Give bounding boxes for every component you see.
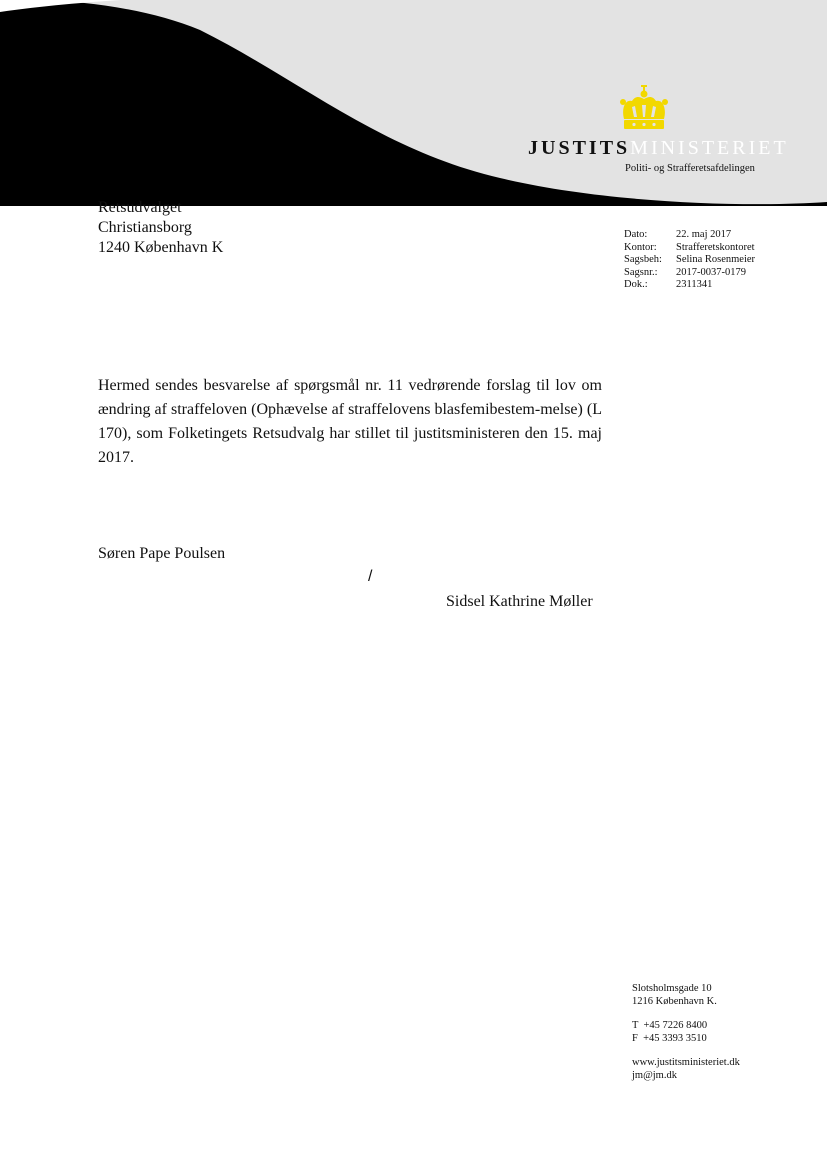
meta-label: Sagsbeh: [624, 254, 662, 265]
official-signature: Sidsel Kathrine Møller [446, 593, 593, 610]
signature-separator: / [368, 568, 373, 585]
recipient-line-2: Christiansborg [98, 219, 192, 236]
contact-footer [632, 983, 740, 1082]
minister-signature: Søren Pape Poulsen [98, 545, 226, 562]
meta-row [624, 279, 755, 292]
logo-wordmark-secondary: MINISTERIET [630, 137, 789, 159]
crown-icon [618, 85, 670, 131]
footer-website-link[interactable]: www.justitsministeriet.dk [632, 1057, 740, 1068]
meta-value: Selina Rosenmeier [676, 254, 756, 265]
meta-value: 2017-0037-0179 [676, 266, 746, 278]
meta-label: Dato: [624, 229, 648, 240]
logo-wordmark [528, 137, 789, 160]
meta-label: Sagsnr.: [624, 266, 658, 278]
meta-value: 2311341 [676, 279, 713, 290]
meta-value: 22. maj 2017 [676, 229, 732, 240]
logo-wordmark-primary: JUSTITS [528, 137, 631, 159]
ministry-logo [528, 85, 789, 185]
document-meta [624, 229, 755, 292]
meta-label: Dok.: [624, 279, 648, 290]
meta-row [624, 254, 755, 267]
meta-value: Strafferetskontoret [676, 241, 755, 253]
footer-address-street: Slotsholmsgade 10 [632, 983, 712, 994]
letter-body: Hermed sendes besvarelse af spørgsmål nr. 11 vedrørende forslag til lov om ændring af straffeloven (Ophævelse af straffelovens blasfemibestem-melse) (L 170), som Folketingets Retsudvalg har stillet til justitsministeren den 15. maj 2017. [98, 377, 602, 466]
recipient-line-1: Retsudvalget [98, 199, 182, 216]
meta-label: Kontor: [624, 241, 657, 253]
footer-fax: F +45 3393 3510 [632, 1032, 707, 1044]
recipient-address [98, 198, 223, 258]
meta-row [624, 229, 755, 242]
footer-email-link[interactable]: jm@jm.dk [632, 1069, 677, 1081]
meta-row [624, 242, 755, 255]
department-name: Politi- og Strafferetsafdelingen [625, 163, 755, 174]
recipient-line-3: 1240 København K [98, 239, 224, 256]
footer-address-city: 1216 København K. [632, 995, 717, 1007]
footer-phone: T +45 7226 8400 [632, 1020, 708, 1031]
meta-row [624, 267, 755, 280]
